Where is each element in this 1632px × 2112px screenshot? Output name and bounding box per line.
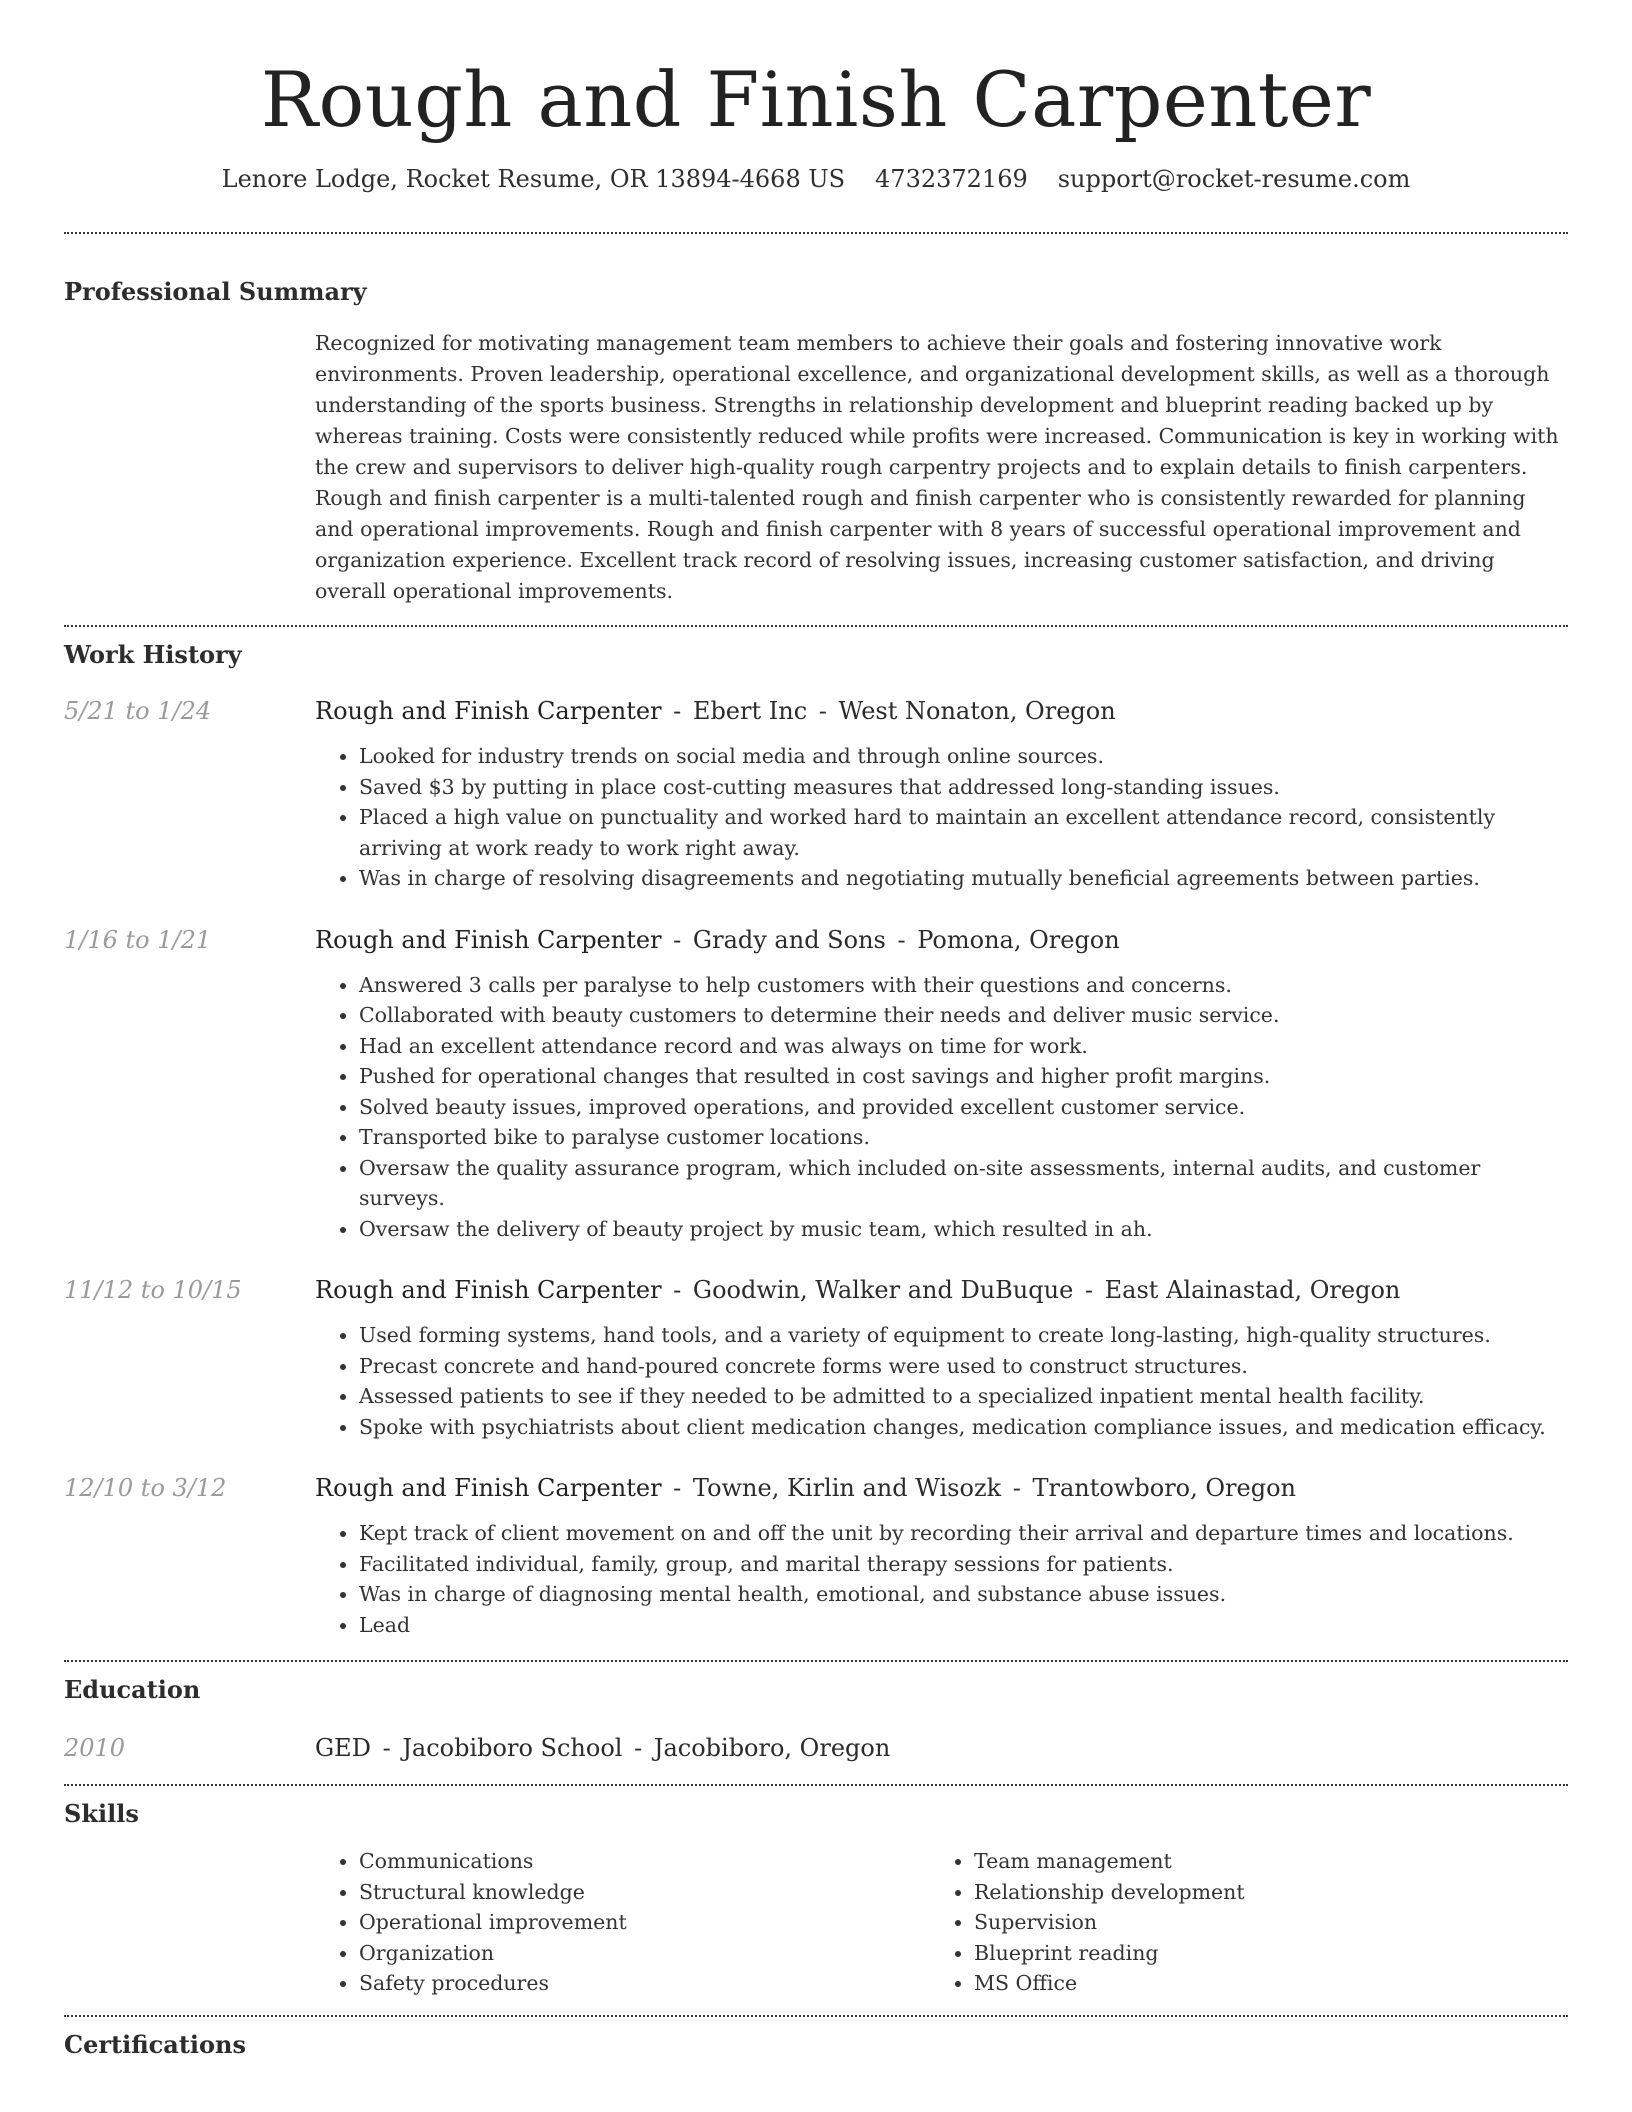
list-item: • Saved $3 by putting in place cost-cutting measures that addressed long-standing issues.	[359, 772, 1568, 803]
list-item: • Placed a high value on punctuality and worked hard to maintain an excellent attendance record, consistently arriving at work ready to work right away.	[359, 802, 1568, 863]
job-date: 5/21 to 1/24	[64, 697, 212, 725]
divider	[64, 625, 1568, 627]
job-company: Towne, Kirlin and Wisozk	[692, 1474, 1002, 1502]
job-heading: Rough and Finish Carpenter - Goodwin, Walker and DuBuque - East Alainastad, Oregon	[315, 1276, 1401, 1304]
list-item: • Answered 3 calls per paralyse to help customers with their questions and concerns.	[359, 970, 1568, 1001]
contact-line	[64, 162, 1568, 196]
list-item: • Kept track of client movement on and off the unit by recording their arrival and departure times and locations.	[359, 1518, 1568, 1549]
job-location: East Alainastad, Oregon	[1104, 1276, 1401, 1304]
skill-item: • Relationship development	[974, 1877, 1545, 1908]
job-role: Rough and Finish Carpenter	[315, 697, 662, 725]
education-date: 2010	[64, 1734, 126, 1762]
resume-name: Rough and Finish Carpenter	[260, 55, 1372, 144]
section-title-skills: Skills	[64, 1799, 139, 1828]
list-item: • Was in charge of diagnosing mental health, emotional, and substance abuse issues.	[359, 1579, 1568, 1610]
contact-phone: 4732372169	[875, 165, 1028, 193]
education-school: Jacobiboro School	[402, 1734, 623, 1762]
list-item: • Looked for industry trends on social media and through online sources.	[359, 741, 1568, 772]
job-heading: Rough and Finish Carpenter - Ebert Inc - West Nonaton, Oregon	[315, 697, 1116, 725]
job-date: 12/10 to 3/12	[64, 1474, 227, 1502]
list-item: • Was in charge of resolving disagreements and negotiating mutually beneficial agreements between parties.	[359, 863, 1568, 894]
list-item: • Assessed patients to see if they needed to be admitted to a specialized inpatient mental health facility.	[359, 1381, 1568, 1412]
summary-text: Recognized for motivating management team members to achieve their goals and fostering innovative work environments. Proven leadership, operational excellence, and organizational development skills, as well as a thorough understanding of the sports business. Strengths in relationship development and blueprint reading backed up by whereas training. Costs were consistently reduced while profits were increased. Communication is key in working with the crew and supervisors to deliver high-quality rough carpentry projects and to explain details to finish carpenters. Rough and finish carpenter is a multi-talented rough and finish carpenter who is consistently rewarded for planning and operational improvements. Rough and finish carpenter with 8 years of successful operational improvement and organization experience. Excellent track record of resolving issues, increasing customer satisfaction, and driving overall operational improvements.	[315, 331, 1559, 603]
divider	[64, 2015, 1568, 2017]
job-bullets	[315, 970, 1568, 1245]
skills-grid	[315, 1846, 1568, 1999]
job-heading: Rough and Finish Carpenter - Towne, Kirlin and Wisozk - Trantowboro, Oregon	[315, 1474, 1296, 1502]
skill-item: • Team management	[974, 1846, 1545, 1877]
section-title-education: Education	[64, 1675, 201, 1704]
list-item: • Had an excellent attendance record and was always on time for work.	[359, 1031, 1568, 1062]
list-item: • Solved beauty issues, improved operations, and provided excellent customer service.	[359, 1092, 1568, 1123]
skill-item: • Structural knowledge	[359, 1877, 930, 1908]
education-section	[64, 1674, 1568, 1764]
skill-item: • Operational improvement	[359, 1907, 930, 1938]
skill-item: • Communications	[359, 1846, 930, 1877]
job-location: Pomona, Oregon	[917, 925, 1120, 954]
contact-address: Lenore Lodge, Rocket Resume, OR 13894-4668 US	[221, 165, 846, 193]
job-role: Rough and Finish Carpenter	[315, 925, 662, 954]
skill-item: • Blueprint reading	[974, 1938, 1545, 1969]
job-location: West Nonaton, Oregon	[838, 697, 1116, 725]
section-title-certifications: Certifications	[64, 2029, 247, 2059]
job-entry	[64, 695, 1568, 894]
job-heading: Rough and Finish Carpenter - Grady and Sons - Pomona, Oregon	[315, 925, 1120, 954]
divider	[64, 1660, 1568, 1662]
section-title-work-history: Work History	[64, 640, 242, 669]
job-company: Ebert Inc	[692, 697, 808, 725]
education-location: Jacobiboro, Oregon	[653, 1734, 891, 1762]
contact-email: support@rocket-resume.com	[1057, 165, 1411, 193]
certifications-section	[64, 2029, 1568, 2061]
list-item: • Collaborated with beauty customers to determine their needs and deliver music service.	[359, 1000, 1568, 1031]
skills-column-right	[930, 1846, 1545, 1999]
summary-section	[64, 276, 1568, 607]
job-entry	[64, 1472, 1568, 1640]
skill-item: • Supervision	[974, 1907, 1545, 1938]
list-item: • Facilitated individual, family, group, and marital therapy sessions for patients.	[359, 1549, 1568, 1580]
list-item: • Lead	[359, 1610, 1568, 1641]
job-bullets	[315, 1320, 1568, 1442]
list-item: • Spoke with psychiatrists about client medication changes, medication compliance issues, and medication efficacy.	[359, 1412, 1568, 1443]
list-item: • Transported bike to paralyse customer locations.	[359, 1122, 1568, 1153]
divider	[64, 1784, 1568, 1786]
education-degree: GED	[315, 1734, 371, 1762]
list-item: • Used forming systems, hand tools, and a variety of equipment to create long-lasting, high-quality structures.	[359, 1320, 1568, 1351]
job-company: Goodwin, Walker and DuBuque	[692, 1276, 1074, 1304]
skills-column-left	[315, 1846, 930, 1999]
education-entry	[64, 1732, 1568, 1764]
divider	[64, 232, 1568, 234]
list-item: • Oversaw the quality assurance program, which included on-site assessments, internal audits, and customer surveys.	[359, 1153, 1568, 1214]
list-item: • Oversaw the delivery of beauty project by music team, which resulted in ah.	[359, 1214, 1568, 1245]
job-bullets	[315, 1518, 1568, 1640]
skill-item: • MS Office	[974, 1968, 1545, 1999]
work-history-section	[64, 639, 1568, 1640]
resume-page	[64, 0, 1568, 2061]
section-title-summary: Professional Summary	[64, 277, 367, 306]
job-date: 11/12 to 10/15	[64, 1276, 242, 1304]
education-heading: GED - Jacobiboro School - Jacobiboro, Oregon	[315, 1734, 891, 1762]
list-item: • Precast concrete and hand-poured concrete forms were used to construct structures.	[359, 1351, 1568, 1382]
skill-item: • Safety procedures	[359, 1968, 930, 1999]
job-role: Rough and Finish Carpenter	[315, 1474, 662, 1502]
job-role: Rough and Finish Carpenter	[315, 1276, 662, 1304]
list-item: • Pushed for operational changes that resulted in cost savings and higher profit margins.	[359, 1061, 1568, 1092]
skills-section	[64, 1798, 1568, 1999]
job-entry	[64, 1274, 1568, 1442]
job-company: Grady and Sons	[692, 925, 886, 954]
job-bullets	[315, 741, 1568, 894]
skill-item: • Organization	[359, 1938, 930, 1969]
job-date: 1/16 to 1/21	[64, 925, 212, 954]
job-location: Trantowboro, Oregon	[1032, 1474, 1296, 1502]
job-entry	[64, 924, 1568, 1245]
